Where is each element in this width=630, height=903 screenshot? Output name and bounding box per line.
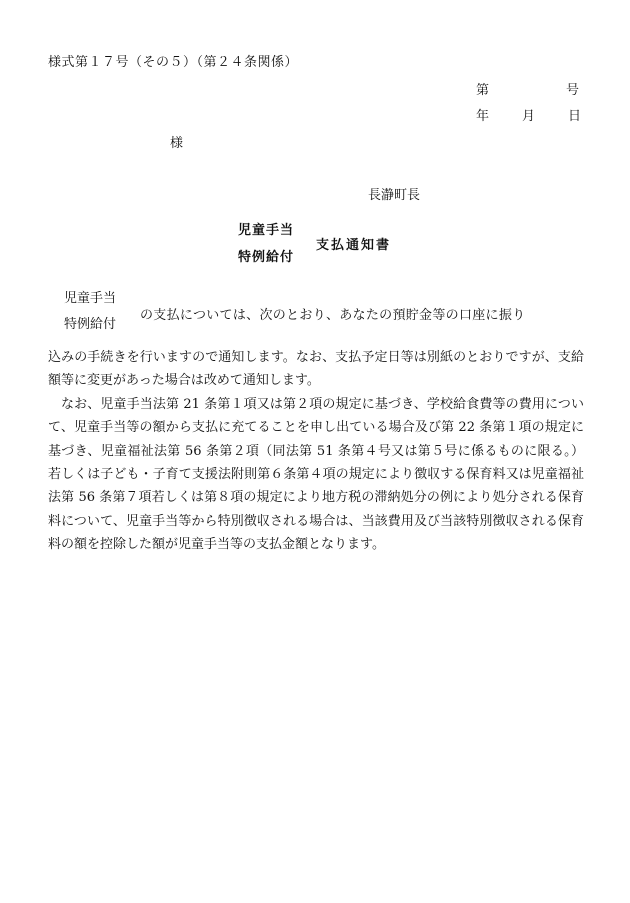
body-paragraph-2: なお、児童手当法第 21 条第１項又は第２項の規定に基づき、学校給食費等の費用について、児童手当等の額から支払に充てることを申し出ている場合及び第 22 条第１項の規定に基づき、児童福祉法第 56 条第２項（同法第 51 条第４号又は第５号に係るものに限る。）若しくは子ども・子育て支援法附則第６条第４項の規定により徴収する保育料又は児童福祉法第 56 条第７項若しくは第８項の規定により地方税の滞納処分の例により処分される保育料について、児童手当等から特別徴収される場合は、当該費用及び当該特別徴収される保育料の額を控除した額が児童手当等の支払金額となります。 xyxy=(48,396,584,553)
notice-body xyxy=(48,346,584,557)
intro-option-special-benefit: 特例給付 xyxy=(64,317,117,332)
document-title: 支払通知書 xyxy=(316,238,392,253)
document-number-label: 第 xyxy=(476,83,490,98)
intro-sentence: の支払については、次のとおり、あなたの預貯金等の口座に振り xyxy=(140,308,526,323)
body-paragraph-1: 込みの手続きを行いますので通知します。なお、支払予定日等は別紙のとおりですが、支給額等に変更があった場合は改めて通知します。 xyxy=(48,350,584,389)
form-id: 様式第１７号（その５）（第２４条関係） xyxy=(48,55,299,70)
intro-option-child-allowance: 児童手当 xyxy=(64,291,117,306)
addressee-suffix: 様 xyxy=(170,136,184,151)
title-option-child-allowance: 児童手当 xyxy=(238,223,295,238)
date-day-label: 日 xyxy=(568,109,582,124)
title-option-special-benefit: 特例給付 xyxy=(238,250,295,265)
issuer-name: 長瀞町長 xyxy=(368,188,421,203)
date-month-label: 月 xyxy=(522,109,536,124)
document-number-suffix: 号 xyxy=(566,83,580,98)
date-year-label: 年 xyxy=(476,109,490,124)
